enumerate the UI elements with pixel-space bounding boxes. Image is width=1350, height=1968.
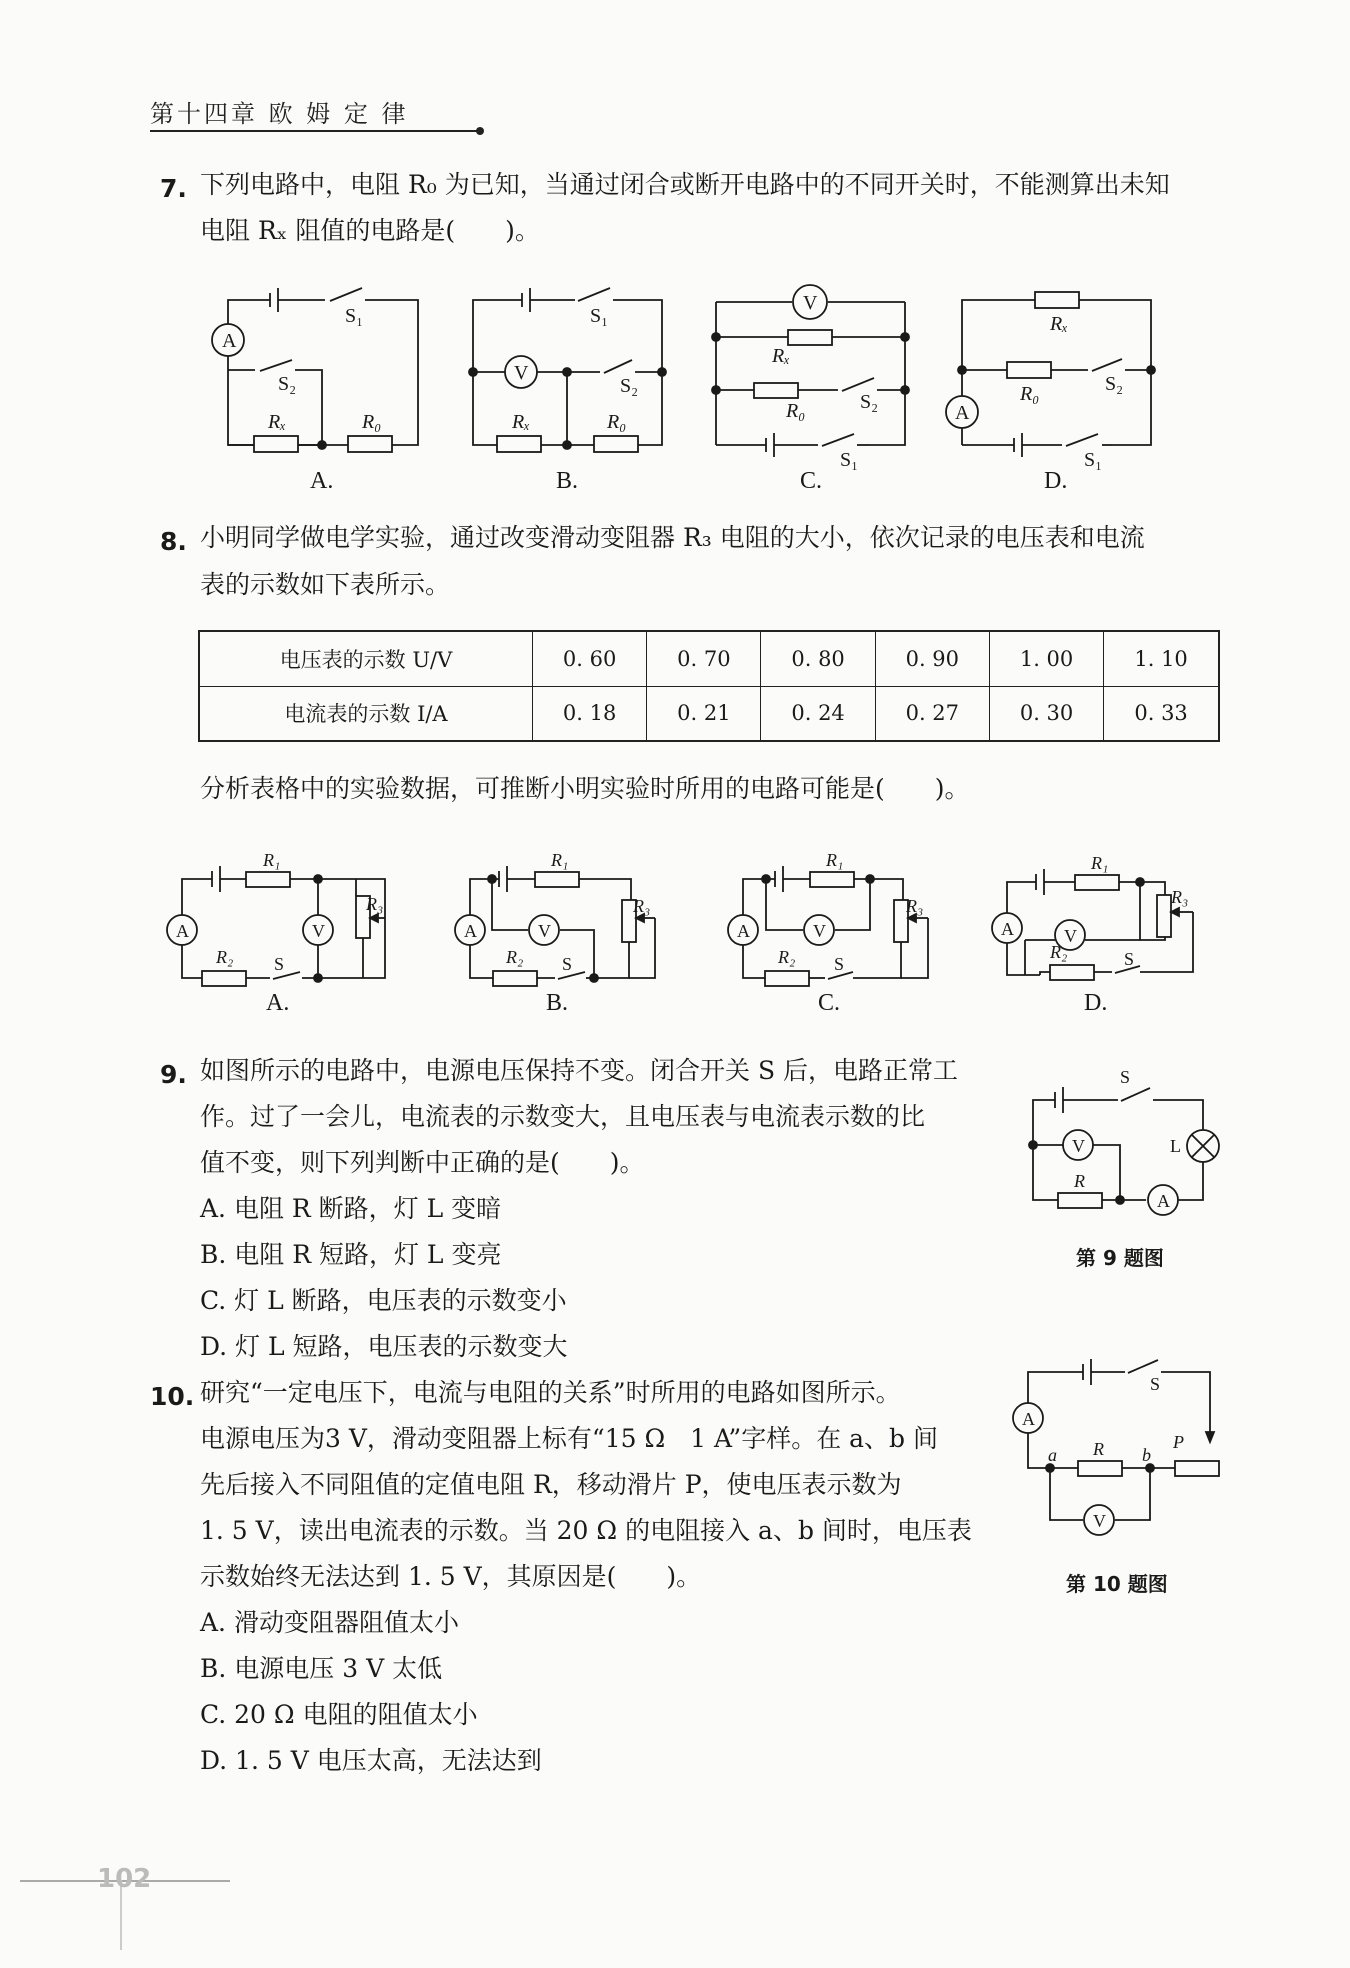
q10-resistor-label: R <box>1093 1439 1104 1459</box>
q7c-rx-label: Rₓ <box>772 345 790 367</box>
q10-slider-p-label: P <box>1173 1432 1184 1452</box>
q10-ammeter-label: A <box>1022 1409 1035 1429</box>
q10-point-a-label: a <box>1048 1445 1057 1465</box>
q9-option-b: B. 电阻 R 短路，灯 L 变亮 <box>200 1240 502 1269</box>
q9-switch-label: S <box>1120 1067 1131 1087</box>
q7a-ammeter-label: A <box>222 330 237 352</box>
q9-voltmeter-label: V <box>1072 1136 1085 1156</box>
q7b-r0-label: R₀ <box>607 411 627 433</box>
q10-option-a: A. 滑动变阻器阻值太小 <box>200 1608 459 1637</box>
table-cell: 0. 18 <box>533 686 647 741</box>
q7d-ammeter-label: A <box>955 402 970 424</box>
q7c-s2-label: S₂ <box>860 391 879 413</box>
q7-line1: 下列电路中，电阻 R₀ 为已知，当通过闭合或断开电路中的不同开关时，不能测算出未知 <box>200 170 1170 199</box>
q8a-r1-label: R₁ <box>263 850 281 870</box>
q10-number: 10. <box>150 1382 195 1411</box>
q8b-r3-label: R₃ <box>633 896 651 916</box>
table-cell: 0. 27 <box>875 686 989 741</box>
q8-option-b: B. <box>546 990 569 1016</box>
q10-line3: 先后接入不同阻值的定值电阻 R，移动滑片 P，使电压表示数为 <box>200 1470 902 1499</box>
q10-option-d: D. 1. 5 V 电压太高，无法达到 <box>200 1746 542 1775</box>
q9-ammeter-label: A <box>1157 1191 1170 1211</box>
q8-option-a: A. <box>266 990 290 1016</box>
q7a-rx-label: Rₓ <box>268 411 286 433</box>
q8d-s-label: S <box>1124 949 1135 969</box>
q7b-rx-label: Rₓ <box>512 411 530 433</box>
q8d-ammeter-label: A <box>1001 919 1014 939</box>
q8-option-d: D. <box>1084 990 1108 1016</box>
q8b-r2-label: R₂ <box>506 947 524 967</box>
q8a-ammeter-label: A <box>176 921 189 941</box>
table-cell: 0. 24 <box>761 686 875 741</box>
q10-line1: 研究“一定电压下，电流与电阻的关系”时所用的电路如图所示。 <box>200 1378 901 1407</box>
q8b-s-label: S <box>562 954 573 974</box>
q10-option-b: B. 电源电压 3 V 太低 <box>200 1654 443 1683</box>
q8a-voltmeter-label: V <box>312 921 325 941</box>
q7-number: 7. <box>160 174 187 203</box>
q7a-s1-label: S₁ <box>345 305 364 327</box>
page-number: 102 <box>97 1864 152 1894</box>
table-cell: 1. 00 <box>989 631 1103 686</box>
q7d-s2-label: S₂ <box>1105 373 1124 395</box>
q8-row2-header: 电流表的示数 I/A <box>199 686 533 741</box>
q7c-r0-label: R₀ <box>786 400 806 422</box>
q8b-r1-label: R₁ <box>551 850 569 870</box>
q10-figure-caption: 第 10 题图 <box>1066 1572 1168 1596</box>
q8-option-c: C. <box>818 990 841 1016</box>
q8-line2: 表的示数如下表所示。 <box>200 570 451 599</box>
q7a-r0-label: R₀ <box>362 411 382 433</box>
q7c-voltmeter-label: V <box>803 292 818 314</box>
q10-option-c: C. 20 Ω 电阻的阻值太小 <box>200 1700 478 1729</box>
q8c-r2-label: R₂ <box>778 947 796 967</box>
table-cell: 0. 80 <box>761 631 875 686</box>
q10-line5: 示数始终无法达到 1. 5 V，其原因是( )。 <box>200 1562 702 1591</box>
q9-line3: 值不变，则下列判断中正确的是( )。 <box>200 1148 645 1177</box>
q9-figure-caption: 第 9 题图 <box>1076 1246 1164 1270</box>
q7d-rx-label: Rₓ <box>1050 313 1068 335</box>
table-cell: 0. 33 <box>1104 686 1219 741</box>
q9-number: 9. <box>160 1060 187 1089</box>
q8d-r2-label: R₂ <box>1050 942 1068 962</box>
q8c-voltmeter-label: V <box>813 921 826 941</box>
q8a-s-label: S <box>274 954 285 974</box>
q7c-s1-label: S₁ <box>840 449 859 471</box>
q10-point-b-label: b <box>1142 1445 1151 1465</box>
q8b-voltmeter-label: V <box>538 921 551 941</box>
q8a-r3-label: R₃ <box>366 894 384 914</box>
q7a-s2-label: S₂ <box>278 373 297 395</box>
q7-line2: 电阻 Rₓ 阻值的电路是( )。 <box>200 216 540 245</box>
q7-option-a: A. <box>310 468 334 494</box>
q9-line2: 作。过了一会儿，电流表的示数变大，且电压表与电流表示数的比 <box>200 1102 926 1131</box>
q8c-r3-label: R₃ <box>906 896 924 916</box>
q10-voltmeter-label: V <box>1093 1511 1106 1531</box>
q9-option-d: D. 灯 L 短路，电压表的示数变大 <box>200 1332 568 1361</box>
q10-line4: 1. 5 V，读出电流表的示数。当 20 Ω 的电阻接入 a、b 间时，电压表 <box>200 1516 972 1545</box>
q8-after-text: 分析表格中的实验数据，可推断小明实验时所用的电路可能是( )。 <box>200 774 970 803</box>
q9-resistor-label: R <box>1074 1171 1085 1191</box>
table-cell: 0. 21 <box>647 686 761 741</box>
q8-number: 8. <box>160 527 187 556</box>
q7b-voltmeter-label: V <box>514 362 529 384</box>
q9-lamp-label: L <box>1170 1136 1181 1156</box>
q8d-r3-label: R₃ <box>1171 887 1189 907</box>
q10-line2: 电源电压为3 V，滑动变阻器上标有“15 Ω 1 A”字样。在 a、b 间 <box>200 1424 938 1453</box>
q7-option-b: B. <box>556 468 579 494</box>
q8c-ammeter-label: A <box>737 921 750 941</box>
table-cell: 1. 10 <box>1104 631 1219 686</box>
table-cell: 0. 30 <box>989 686 1103 741</box>
q9-option-a: A. 电阻 R 断路，灯 L 变暗 <box>200 1194 502 1223</box>
q8d-voltmeter-label: V <box>1064 926 1077 946</box>
q8c-r1-label: R₁ <box>826 850 844 870</box>
q8-row1-header: 电压表的示数 U/V <box>199 631 533 686</box>
table-cell: 0. 60 <box>533 631 647 686</box>
q7d-r0-label: R₀ <box>1020 383 1040 405</box>
q7b-s2-label: S₂ <box>620 375 639 397</box>
q8a-r2-label: R₂ <box>216 947 234 967</box>
q9-option-c: C. 灯 L 断路，电压表的示数变小 <box>200 1286 567 1315</box>
table-cell: 0. 90 <box>875 631 989 686</box>
q9-line1: 如图所示的电路中，电源电压保持不变。闭合开关 S 后，电路正常工 <box>200 1056 959 1085</box>
q8d-r1-label: R₁ <box>1091 853 1109 873</box>
q10-switch-label: S <box>1150 1374 1161 1394</box>
q7b-s1-label: S₁ <box>590 305 609 327</box>
q8b-ammeter-label: A <box>464 921 477 941</box>
table-cell: 0. 70 <box>647 631 761 686</box>
q8-line1: 小明同学做电学实验，通过改变滑动变阻器 R₃ 电阻的大小，依次记录的电压表和电流 <box>200 523 1145 552</box>
q8c-s-label: S <box>834 954 845 974</box>
q7-option-d: D. <box>1044 468 1068 494</box>
q7-option-c: C. <box>800 468 823 494</box>
chapter-header: 第十四章 欧 姆 定 律 <box>150 100 409 128</box>
q7d-s1-label: S₁ <box>1084 449 1103 471</box>
